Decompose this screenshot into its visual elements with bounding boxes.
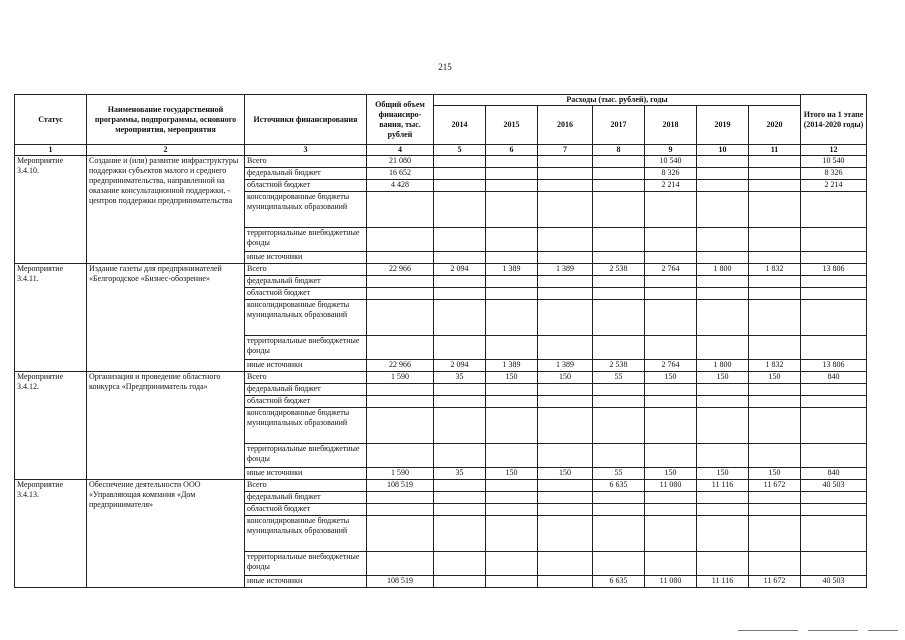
row-source: областной бюджет [245, 288, 367, 300]
cell-year-value [434, 444, 486, 468]
cell-year-value [538, 552, 593, 576]
cell-year-value [593, 504, 645, 516]
cell-year-value: 11 116 [697, 480, 749, 492]
cell-year-value [538, 276, 593, 288]
cell-year-value [434, 492, 486, 504]
row-source: Всего [245, 372, 367, 384]
cell-total [367, 192, 434, 228]
cell-year-value: 150 [486, 468, 538, 480]
cell-year-value: 150 [749, 468, 801, 480]
column-number: 6 [486, 145, 538, 156]
cell-year-value [749, 300, 801, 336]
cell-year-value [538, 336, 593, 360]
cell-year-value [697, 180, 749, 192]
cell-year-value [538, 480, 593, 492]
row-status: Мероприятие 3.4.10. [15, 156, 87, 264]
cell-year-value: 1 832 [749, 264, 801, 276]
cell-year-value [697, 516, 749, 552]
cell-year-value: 2 764 [645, 264, 697, 276]
cell-stage-total: 2 214 [801, 180, 867, 192]
cell-year-value [486, 168, 538, 180]
cell-year-value [538, 492, 593, 504]
cell-year-value [749, 288, 801, 300]
cell-year-value [593, 444, 645, 468]
column-number: 8 [593, 145, 645, 156]
cell-year-value [434, 168, 486, 180]
row-source: федеральный бюджет [245, 492, 367, 504]
cell-year-value: 1 800 [697, 360, 749, 372]
cell-year-value [697, 384, 749, 396]
cell-year-value [593, 552, 645, 576]
cell-year-value [486, 252, 538, 264]
cell-year-value [697, 300, 749, 336]
cell-total: 108 519 [367, 576, 434, 588]
cell-year-value [749, 552, 801, 576]
header-year: 2019 [697, 106, 749, 145]
cell-year-value [538, 252, 593, 264]
row-source: консолидированные бюджеты муниципальных образований [245, 300, 367, 336]
header-total: Общий объем финансиро-вания, тыс. рублей [367, 95, 434, 145]
cell-year-value [486, 492, 538, 504]
row-source: федеральный бюджет [245, 384, 367, 396]
cell-year-value [697, 408, 749, 444]
table-row [15, 372, 867, 384]
cell-year-value [538, 576, 593, 588]
cell-year-value [434, 156, 486, 168]
row-source: консолидированные бюджеты муниципальных образований [245, 516, 367, 552]
row-name: Создание и (или) развитие инфраструктуры поддержки субъектов малого и среднего предпринимательства, направленной на оказание консультационной поддержки, - центров поддержки предпринимательства [87, 156, 245, 264]
cell-year-value: 2 094 [434, 264, 486, 276]
cell-year-value [593, 276, 645, 288]
column-number: 9 [645, 145, 697, 156]
cell-year-value [593, 168, 645, 180]
cell-total: 22 966 [367, 360, 434, 372]
cell-year-value [434, 300, 486, 336]
cell-stage-total: 40 503 [801, 480, 867, 492]
column-number: 10 [697, 145, 749, 156]
cell-year-value [434, 336, 486, 360]
cell-year-value: 1 389 [538, 264, 593, 276]
cell-year-value [538, 300, 593, 336]
row-source: Всего [245, 156, 367, 168]
cell-total [367, 288, 434, 300]
cell-year-value [749, 516, 801, 552]
cell-stage-total [801, 228, 867, 252]
column-number: 2 [87, 145, 245, 156]
cell-year-value [645, 384, 697, 396]
cell-year-value: 6 635 [593, 576, 645, 588]
cell-year-value: 1 389 [538, 360, 593, 372]
cell-year-value [749, 408, 801, 444]
cell-year-value: 8 326 [645, 168, 697, 180]
cell-year-value [593, 288, 645, 300]
cell-year-value [697, 504, 749, 516]
cell-year-value [434, 228, 486, 252]
cell-year-value [538, 516, 593, 552]
cell-year-value [486, 336, 538, 360]
cell-year-value: 11 672 [749, 576, 801, 588]
cell-year-value [434, 516, 486, 552]
cell-year-value [486, 156, 538, 168]
column-number: 5 [434, 145, 486, 156]
table-row [15, 156, 867, 168]
cell-year-value [486, 408, 538, 444]
cell-year-value: 2 094 [434, 360, 486, 372]
cell-year-value [697, 552, 749, 576]
row-source: консолидированные бюджеты муниципальных образований [245, 192, 367, 228]
cell-year-value: 11 080 [645, 480, 697, 492]
cell-year-value [645, 444, 697, 468]
row-name: Обеспечение деятельности ООО «Управляющая компания «Дом предпринимателя» [87, 480, 245, 588]
column-number: 3 [245, 145, 367, 156]
cell-stage-total [801, 276, 867, 288]
cell-year-value: 1 389 [486, 360, 538, 372]
cell-year-value [538, 396, 593, 408]
cell-year-value [697, 444, 749, 468]
cell-year-value [593, 300, 645, 336]
cell-year-value [486, 444, 538, 468]
cell-year-value [645, 492, 697, 504]
cell-year-value: 2 538 [593, 360, 645, 372]
cell-year-value [593, 384, 645, 396]
cell-year-value: 150 [645, 468, 697, 480]
header-year: 2017 [593, 106, 645, 145]
cell-year-value [593, 180, 645, 192]
cell-year-value: 1 389 [486, 264, 538, 276]
cell-year-value [434, 384, 486, 396]
row-source: иные источники [245, 252, 367, 264]
cell-year-value [749, 252, 801, 264]
cell-year-value: 2 764 [645, 360, 697, 372]
cell-year-value [697, 276, 749, 288]
cell-year-value [486, 384, 538, 396]
cell-year-value [645, 336, 697, 360]
header-year: 2014 [434, 106, 486, 145]
cell-year-value [645, 228, 697, 252]
cell-year-value [538, 156, 593, 168]
cell-year-value [434, 252, 486, 264]
cell-year-value [486, 288, 538, 300]
cell-year-value [697, 336, 749, 360]
cell-stage-total [801, 252, 867, 264]
cell-year-value [593, 228, 645, 252]
cell-year-value [749, 504, 801, 516]
cell-year-value [538, 288, 593, 300]
cell-year-value [538, 228, 593, 252]
table-body [15, 156, 867, 588]
cell-stage-total [801, 384, 867, 396]
cell-stage-total [801, 516, 867, 552]
cell-total [367, 228, 434, 252]
cell-year-value [538, 444, 593, 468]
row-status: Мероприятие 3.4.12. [15, 372, 87, 480]
row-source: Всего [245, 264, 367, 276]
column-number: 12 [801, 145, 867, 156]
cell-year-value [486, 276, 538, 288]
cell-stage-total: 13 806 [801, 264, 867, 276]
cell-year-value: 11 080 [645, 576, 697, 588]
cell-year-value: 150 [697, 372, 749, 384]
row-source: областной бюджет [245, 504, 367, 516]
cell-year-value [645, 288, 697, 300]
cell-year-value: 150 [645, 372, 697, 384]
cell-year-value: 1 800 [697, 264, 749, 276]
cell-year-value [645, 252, 697, 264]
cell-stage-total [801, 396, 867, 408]
header-year: 2016 [538, 106, 593, 145]
cell-year-value: 11 672 [749, 480, 801, 492]
cell-year-value: 35 [434, 468, 486, 480]
header-year: 2020 [749, 106, 801, 145]
column-number: 1 [15, 145, 87, 156]
cell-stage-total [801, 300, 867, 336]
cell-year-value [538, 408, 593, 444]
cell-year-value [645, 516, 697, 552]
cell-year-value [486, 480, 538, 492]
cell-year-value [645, 552, 697, 576]
cell-total: 1 590 [367, 468, 434, 480]
cell-year-value: 55 [593, 468, 645, 480]
cell-year-value [593, 252, 645, 264]
row-source: консолидированные бюджеты муниципальных образований [245, 408, 367, 444]
cell-year-value [434, 396, 486, 408]
cell-year-value [434, 408, 486, 444]
cell-year-value [697, 288, 749, 300]
cell-year-value [538, 192, 593, 228]
row-source: федеральный бюджет [245, 168, 367, 180]
row-source: областной бюджет [245, 396, 367, 408]
cell-total: 1 590 [367, 372, 434, 384]
cell-year-value [749, 396, 801, 408]
row-source: территориальные внебюджетные фонды [245, 552, 367, 576]
cell-year-value [749, 228, 801, 252]
cell-total [367, 252, 434, 264]
cell-total [367, 384, 434, 396]
cell-year-value: 10 540 [645, 156, 697, 168]
cell-year-value [749, 180, 801, 192]
cell-year-value [697, 492, 749, 504]
cell-stage-total [801, 192, 867, 228]
cell-year-value: 150 [749, 372, 801, 384]
row-source: иные источники [245, 360, 367, 372]
row-source: иные источники [245, 468, 367, 480]
cell-year-value [434, 192, 486, 228]
cell-total [367, 516, 434, 552]
column-number: 7 [538, 145, 593, 156]
cell-year-value: 150 [538, 468, 593, 480]
row-source: федеральный бюджет [245, 276, 367, 288]
header-stage-total: Итого на 1 этапе (2014-2020 годы) [801, 95, 867, 145]
cell-year-value [645, 504, 697, 516]
cell-year-value [486, 396, 538, 408]
cell-year-value [593, 156, 645, 168]
cell-year-value [486, 228, 538, 252]
cell-year-value [697, 396, 749, 408]
row-source: иные источники [245, 576, 367, 588]
cell-year-value: 55 [593, 372, 645, 384]
cell-stage-total [801, 492, 867, 504]
cell-total [367, 408, 434, 444]
cell-year-value [434, 180, 486, 192]
cell-year-value [593, 336, 645, 360]
cell-stage-total: 8 326 [801, 168, 867, 180]
row-source: территориальные внебюджетные фонды [245, 336, 367, 360]
cell-year-value [749, 276, 801, 288]
cell-year-value [538, 168, 593, 180]
cell-year-value: 35 [434, 372, 486, 384]
cell-year-value [749, 444, 801, 468]
cell-year-value [434, 288, 486, 300]
cell-stage-total: 10 540 [801, 156, 867, 168]
cell-year-value: 150 [697, 468, 749, 480]
cell-year-value: 1 832 [749, 360, 801, 372]
cell-total [367, 336, 434, 360]
cell-year-value [434, 480, 486, 492]
cell-year-value [645, 300, 697, 336]
cell-total: 4 428 [367, 180, 434, 192]
cell-total: 22 966 [367, 264, 434, 276]
cell-year-value [749, 192, 801, 228]
cell-year-value: 150 [538, 372, 593, 384]
cell-stage-total: 40 503 [801, 576, 867, 588]
cell-stage-total [801, 408, 867, 444]
header-sources: Источники финансирования [245, 95, 367, 145]
header-status: Статус [15, 95, 87, 145]
column-number: 11 [749, 145, 801, 156]
cell-total [367, 444, 434, 468]
header-name: Наименование государственной программы, подпрограммы, основного мероприятия, мероприятия [87, 95, 245, 145]
cell-year-value [645, 192, 697, 228]
cell-year-value [593, 396, 645, 408]
cell-year-value [538, 180, 593, 192]
row-source: территориальные внебюджетные фонды [245, 444, 367, 468]
cell-year-value [697, 252, 749, 264]
cell-total [367, 396, 434, 408]
cell-year-value [697, 156, 749, 168]
cell-year-value [593, 408, 645, 444]
page-number: 215 [438, 62, 452, 72]
cell-year-value [434, 576, 486, 588]
table-row [15, 480, 867, 492]
cell-year-value [593, 516, 645, 552]
row-status: Мероприятие 3.4.11. [15, 264, 87, 372]
cell-year-value [486, 192, 538, 228]
cell-stage-total [801, 336, 867, 360]
header-year: 2018 [645, 106, 697, 145]
cell-year-value [486, 300, 538, 336]
cell-year-value [434, 552, 486, 576]
scan-edge-marks [0, 630, 905, 640]
cell-year-value: 11 116 [697, 576, 749, 588]
cell-total [367, 504, 434, 516]
row-name: Издание газеты для предпринимателей «Белгородское «Бизнес-обозрение» [87, 264, 245, 372]
cell-stage-total [801, 504, 867, 516]
cell-year-value: 2 214 [645, 180, 697, 192]
cell-year-value [749, 168, 801, 180]
cell-total [367, 276, 434, 288]
cell-stage-total [801, 288, 867, 300]
cell-year-value [645, 276, 697, 288]
cell-stage-total [801, 444, 867, 468]
cell-total: 108 519 [367, 480, 434, 492]
cell-year-value [486, 552, 538, 576]
financing-table [14, 94, 867, 588]
cell-year-value [749, 336, 801, 360]
cell-year-value [697, 228, 749, 252]
cell-year-value [697, 168, 749, 180]
cell-year-value: 150 [486, 372, 538, 384]
cell-year-value [486, 180, 538, 192]
cell-stage-total: 840 [801, 468, 867, 480]
cell-year-value [645, 408, 697, 444]
cell-year-value: 6 635 [593, 480, 645, 492]
cell-year-value [538, 384, 593, 396]
header-year: 2015 [486, 106, 538, 145]
row-source: областной бюджет [245, 180, 367, 192]
header-expenses: Расходы (тыс. рублей), годы [434, 95, 801, 106]
cell-year-value [749, 492, 801, 504]
cell-year-value [486, 516, 538, 552]
cell-year-value [749, 156, 801, 168]
cell-year-value [593, 192, 645, 228]
table-header [15, 95, 867, 156]
cell-total: 16 652 [367, 168, 434, 180]
cell-year-value [697, 192, 749, 228]
cell-year-value [486, 504, 538, 516]
cell-total [367, 552, 434, 576]
cell-stage-total: 840 [801, 372, 867, 384]
cell-year-value [749, 384, 801, 396]
cell-total [367, 492, 434, 504]
cell-total [367, 300, 434, 336]
cell-year-value [486, 576, 538, 588]
row-source: территориальные внебюджетные фонды [245, 228, 367, 252]
column-number: 4 [367, 145, 434, 156]
cell-year-value [434, 504, 486, 516]
cell-year-value [645, 396, 697, 408]
cell-year-value: 2 538 [593, 264, 645, 276]
row-status: Мероприятие 3.4.13. [15, 480, 87, 588]
cell-year-value [538, 504, 593, 516]
cell-year-value [593, 492, 645, 504]
table-row [15, 264, 867, 276]
cell-total: 21 080 [367, 156, 434, 168]
cell-year-value [434, 276, 486, 288]
row-source: Всего [245, 480, 367, 492]
row-name: Организация и проведение областного конкурса «Предприниматель года» [87, 372, 245, 480]
cell-stage-total [801, 552, 867, 576]
cell-stage-total: 13 806 [801, 360, 867, 372]
